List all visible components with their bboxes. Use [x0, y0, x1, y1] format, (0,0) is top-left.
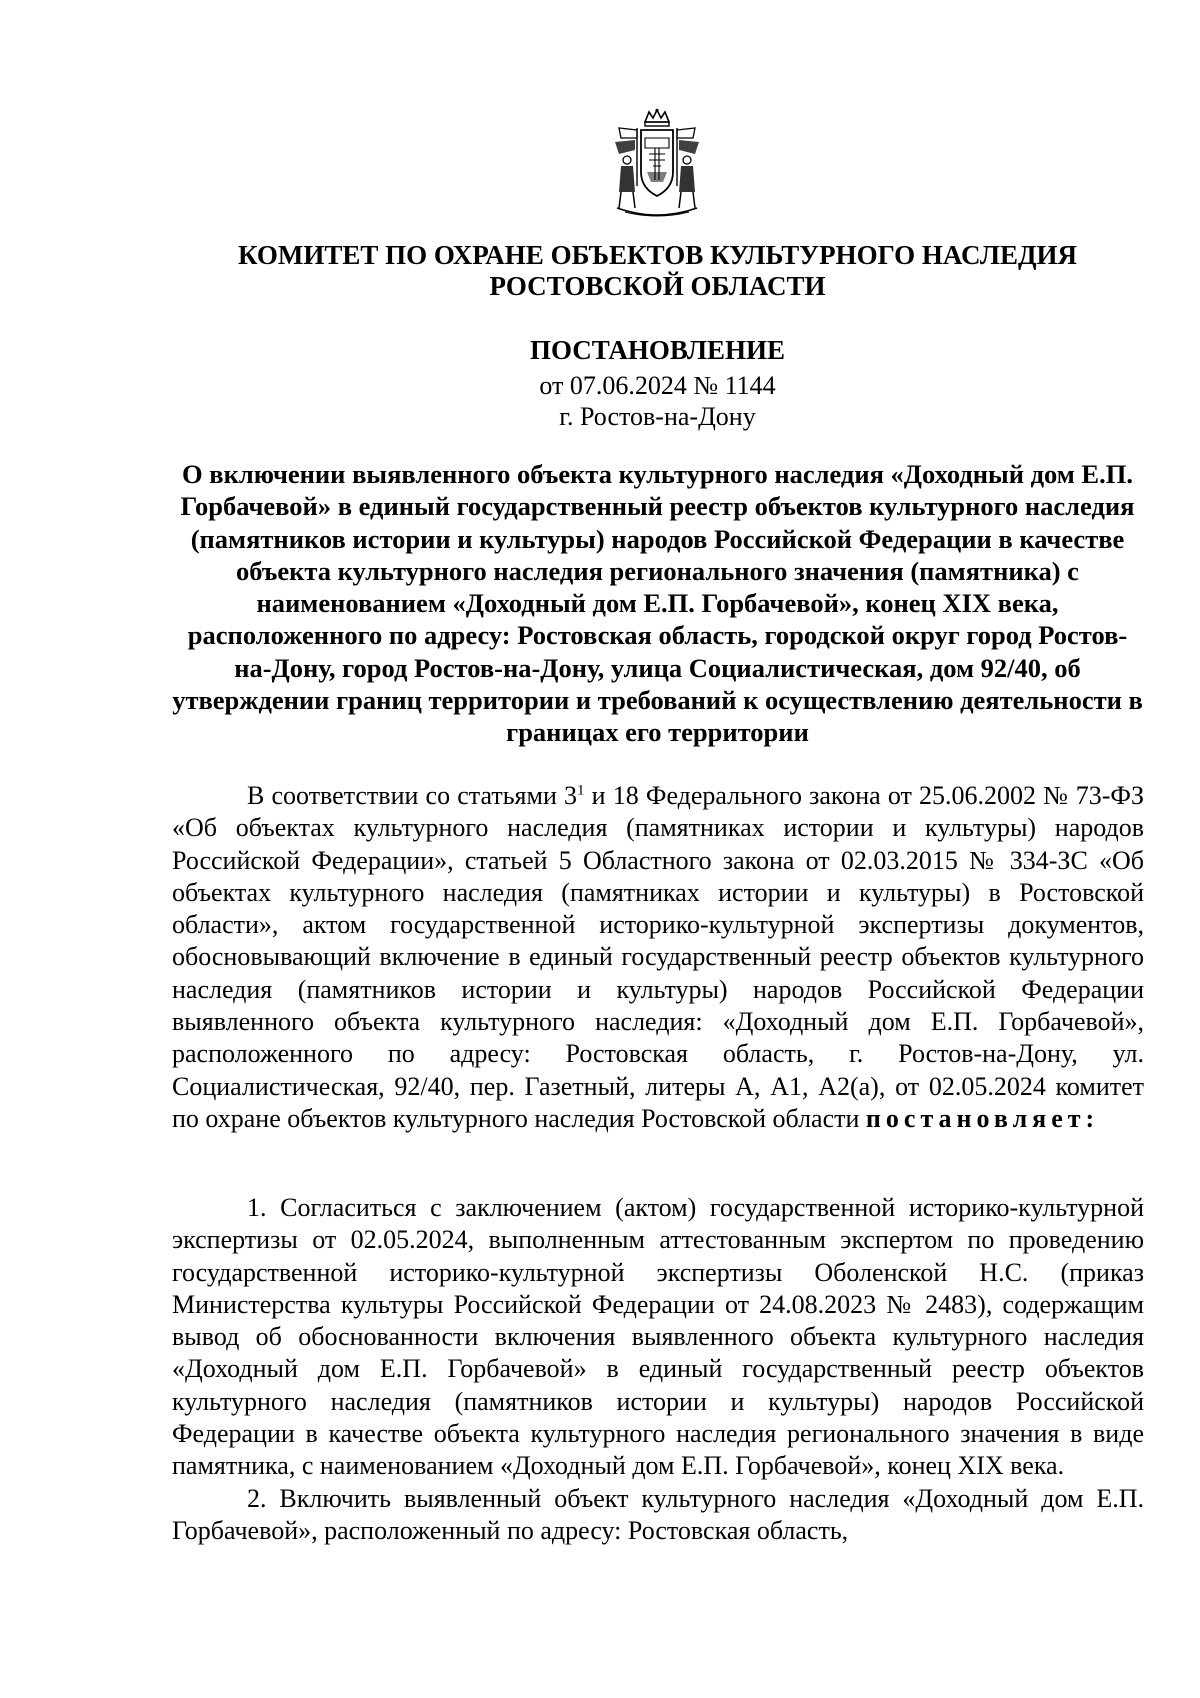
resolution-item-1: 1. Согласиться с заключением (актом) государственной историко-культурной экспертизы от 02.05.2024, выполненным аттестованным экспертом по проведению государственной историко-культурной экспертизы Оболенской Н.С. (приказ Министерства культуры Российской Федерации от 24.08.2023 № 2483), содержащим вывод об обоснованности включения выявленного объекта культурного наследия «Доходный дом Е.П. Горбачевой» в единый государственный реестр объектов культурного наследия (памятников истории и культуры) народов Российской Федерации в качестве объекта культурного наследия регионального значения в виде памятника, с наименованием «Доходный дом Е.П. Горбачевой», конец XIX века. [172, 1193, 1144, 1481]
resolves-word: постановляет [865, 1103, 1086, 1133]
resolution-item-2: 2. Включить выявленный объект культурного наследия «Доходный дом Е.П. Горбачевой», расположенный по адресу: Ростовская область, [172, 1483, 1144, 1545]
preamble-text-start: В соответствии со статьями 3 [247, 781, 578, 810]
resolves-colon: : [1085, 1103, 1095, 1133]
preamble-text-body: и 18 Федерального закона от 25.06.2002 № 73-ФЗ «Об объектах культурного наследия (памятниках истории и культуры) народов Российской Федерации», статьей 5 Областного закона от 02.03.2015 № 334-ЗС «Об объектах культурного наследия (памятниках истории и культуры) в Ростовской области», актом государственной историко-культурной экспертизы документов, обосновывающий включение в единый государственный реестр объектов культурного наследия (памятников истории и культуры) народов Российской Федерации выявленного объекта культурного наследия: «Доходный дом Е.П. Горбачевой», расположенного по адресу: Ростовская область, г. Ростов-на-Дону, ул. Социалистическая, 92/40, пер. Газетный, литеры А, А1, А2(а), от 02.05.2024 комитет по охране объектов культурного наследия Ростовской области [172, 781, 1144, 1133]
document-title: О включении выявленного объекта культурного наследия «Доходный дом Е.П. Горбачевой» в единый государственный реестр объектов культурного наследия (памятников истории и культуры) народов Российской Федерации в качестве объекта культурного наследия регионального значения (памятника) с наименованием «Доходный дом Е.П. Горбачевой», конец XIX века, расположенного по адресу: Ростовская область, городской округ город Ростов-на-Дону, город Ростов-на-Дону, улица Социалистическая, дом 92/40, об утверждении границ территории и требований к осуществлению деятельности в границах его территории [172, 459, 1143, 748]
committee-name: КОМИТЕТ ПО ОХРАНЕ ОБЪЕКТОВ КУЛЬТУРНОГО НАСЛЕДИЯ РОСТОВСКОЙ ОБЛАСТИ [237, 240, 1078, 301]
document-city: г. Ростов-на-Дону [559, 402, 756, 431]
coat-of-arms-emblem [607, 108, 707, 220]
document-date-number: от 07.06.2024 № 1144 [539, 371, 776, 400]
preamble-paragraph [172, 780, 1144, 1135]
document-type: ПОСТАНОВЛЕНИЕ [529, 335, 786, 365]
resolution-items [172, 1192, 1144, 1547]
article-superscript: 1 [577, 782, 585, 799]
